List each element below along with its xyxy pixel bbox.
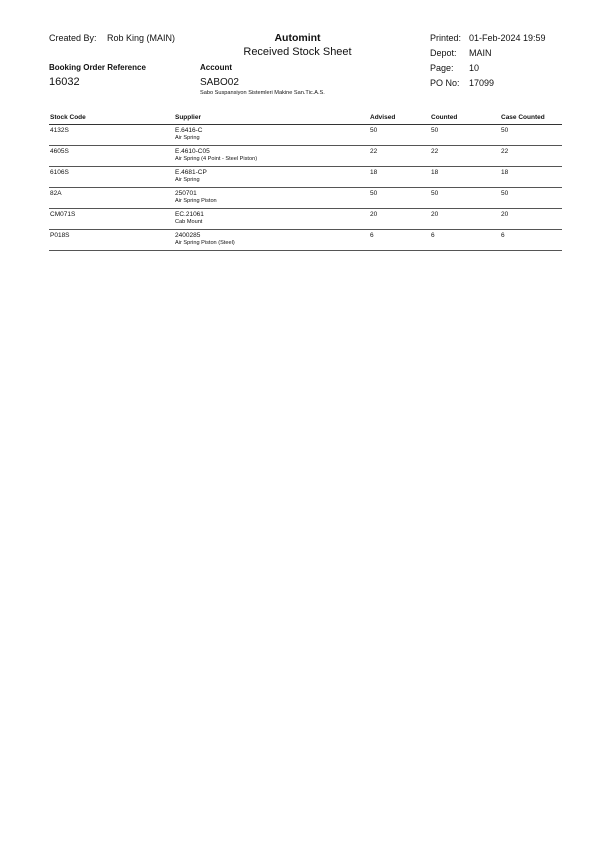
- stock-code: 82A: [50, 190, 62, 197]
- item-description: Air Spring Piston (Steel): [175, 240, 235, 246]
- printed-value: 01-Feb-2024 19:59: [469, 33, 546, 43]
- stock-code: P018S: [50, 232, 70, 239]
- advised-qty: 6: [370, 232, 374, 239]
- printed-label: Printed:: [430, 33, 462, 43]
- table-row: [49, 146, 562, 167]
- stock-code: 6106S: [50, 169, 69, 176]
- depot-label: Depot:: [430, 48, 457, 58]
- column-header-counted: Counted: [431, 114, 458, 121]
- table-row: [49, 209, 562, 230]
- created-by-label: Created By:: [49, 33, 97, 43]
- stock-code: 4605S: [50, 148, 69, 155]
- case-counted-qty: 22: [501, 148, 509, 155]
- item-description: Air Spring (4 Point - Steel Piston): [175, 156, 258, 162]
- booking-ref-value: 16032: [49, 76, 80, 88]
- advised-qty: 18: [370, 169, 378, 176]
- case-counted-qty: 50: [501, 190, 509, 197]
- item-description: Cab Mount: [175, 219, 203, 225]
- item-description: Air Spring: [175, 135, 200, 141]
- supplier-code: 2400285: [175, 232, 201, 239]
- stock-table: [49, 113, 562, 251]
- column-header-supplier: Supplier: [175, 114, 202, 121]
- page-label: Page:: [430, 63, 454, 73]
- supplier-code: E.6416-C: [175, 127, 203, 134]
- account-code: SABO02: [200, 77, 239, 88]
- advised-qty: 50: [370, 127, 378, 134]
- table-row: [49, 230, 562, 251]
- advised-qty: 22: [370, 148, 378, 155]
- counted-qty: 50: [431, 127, 439, 134]
- case-counted-qty: 50: [501, 127, 509, 134]
- column-header-stock-code: Stock Code: [50, 114, 86, 121]
- supplier-code: EC.21061: [175, 211, 204, 218]
- depot-value: MAIN: [469, 48, 492, 58]
- stock-code: 4132S: [50, 127, 69, 134]
- case-counted-qty: 20: [501, 211, 509, 218]
- page-number: 10: [469, 63, 480, 73]
- page-title: Received Stock Sheet: [243, 46, 352, 58]
- po-value: 17099: [469, 78, 495, 88]
- case-counted-qty: 6: [501, 232, 505, 239]
- counted-qty: 50: [431, 190, 439, 197]
- po-label: PO No:: [430, 78, 460, 88]
- account-label: Account: [200, 63, 232, 72]
- counted-qty: 20: [431, 211, 439, 218]
- company-name: Automint: [274, 32, 321, 44]
- supplier-code: E.4681-CP: [175, 169, 207, 176]
- item-description: Air Spring Piston: [175, 198, 217, 204]
- created-by-value: Rob King (MAIN): [107, 33, 176, 43]
- counted-qty: 18: [431, 169, 439, 176]
- stock-code: CM071S: [50, 211, 76, 218]
- advised-qty: 50: [370, 190, 378, 197]
- counted-qty: 6: [431, 232, 435, 239]
- booking-ref-label: Booking Order Reference: [49, 63, 146, 72]
- table-row: [49, 125, 562, 146]
- advised-qty: 20: [370, 211, 378, 218]
- column-header-advised: Advised: [370, 114, 396, 121]
- supplier-code: 250701: [175, 190, 197, 197]
- case-counted-qty: 18: [501, 169, 509, 176]
- account-name: Sabo Suspansiyon Sistemleri Makine San.Tic.A.S.: [200, 90, 325, 96]
- item-description: Air Spring: [175, 177, 200, 183]
- table-row: [49, 167, 562, 188]
- supplier-code: E.4610-C05: [175, 148, 210, 155]
- table-header: [49, 113, 562, 125]
- column-header-case-counted: Case Counted: [501, 114, 545, 121]
- counted-qty: 22: [431, 148, 439, 155]
- table-row: [49, 188, 562, 209]
